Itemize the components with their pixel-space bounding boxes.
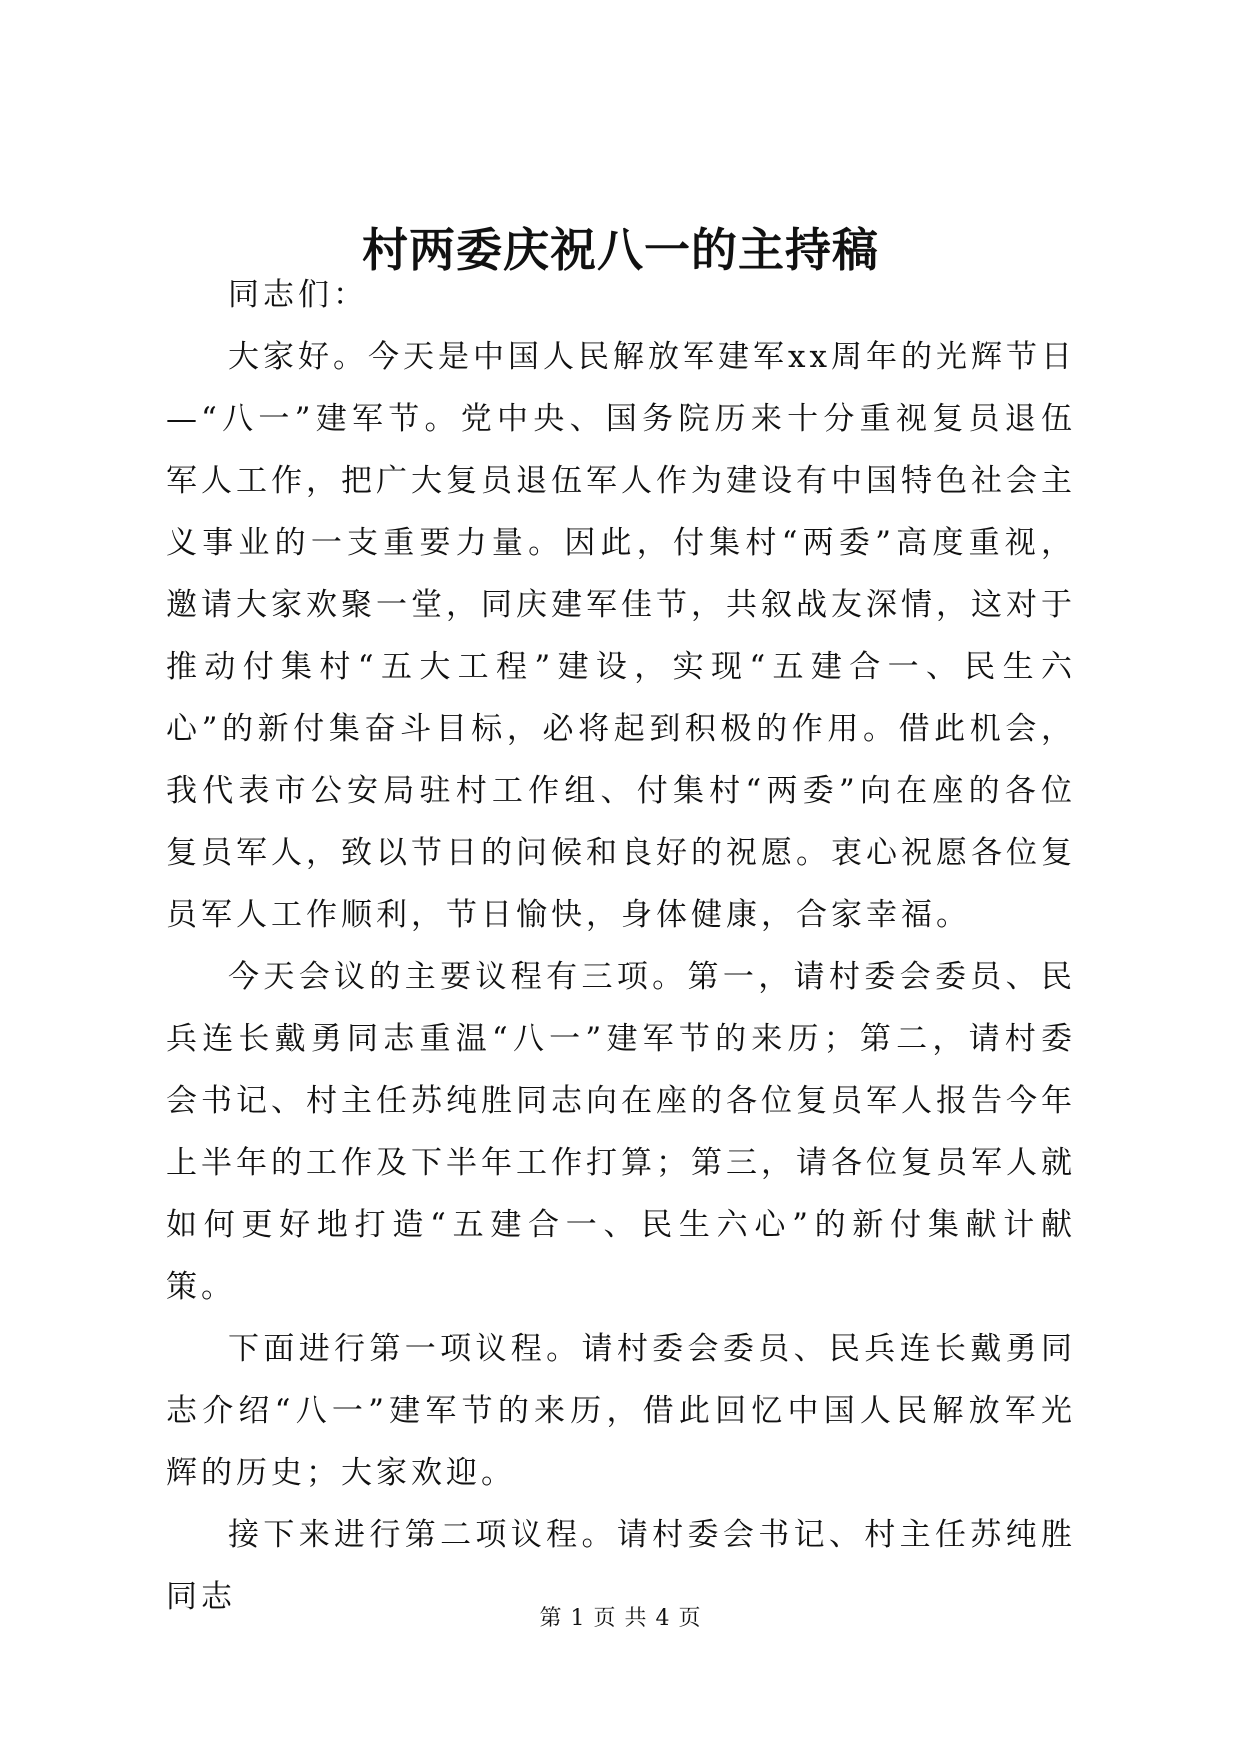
- document-title: 村两委庆祝八一的主持稿: [362, 223, 879, 277]
- page-number-footer: 第 1 页 共 4 页: [539, 1606, 702, 1631]
- paragraph-greeting: 大家好。今天是中国人民解放军建军xx周年的光辉节日—“八一”建军节。党中央、国务院历来十分重视复员退伍军人工作，把广大复员退伍军人作为建设有中国特色社会主义事业的一支重要力量。因此，付集村“两委”高度重视，邀请大家欢聚一堂，同庆建军佳节，共叙战友深情，这对于推动付集村“五大工程”建设，实现“五建合一、民生六心”的新付集奋斗目标，必将起到积极的作用。借此机会，我代表市公安局驻村工作组、付集村“两委”向在座的各位复员军人，致以节日的问候和良好的祝愿。衷心祝愿各位复员军人工作顺利，节日愉快，身体健康，合家幸福。: [166, 339, 1076, 933]
- document-body: [166, 264, 1076, 1628]
- paragraph-salutation: 同志们：: [228, 277, 368, 313]
- paragraph-second-item: 接下来进行第二项议程。请村委会书记、村主任苏纯胜同志: [166, 1517, 1076, 1615]
- paragraph-first-item: 下面进行第一项议程。请村委会委员、民兵连长戴勇同志介绍“八一”建军节的来历，借此回忆中国人民解放军光辉的历史；大家欢迎。: [166, 1331, 1076, 1491]
- paragraph-agenda: 今天会议的主要议程有三项。第一，请村委会委员、民兵连长戴勇同志重温“八一”建军节的来历；第二，请村委会书记、村主任苏纯胜同志向在座的各位复员军人报告今年上半年的工作及下半年工作打算；第三，请各位复员军人就如何更好地打造“五建合一、民生六心”的新付集献计献策。: [166, 959, 1076, 1305]
